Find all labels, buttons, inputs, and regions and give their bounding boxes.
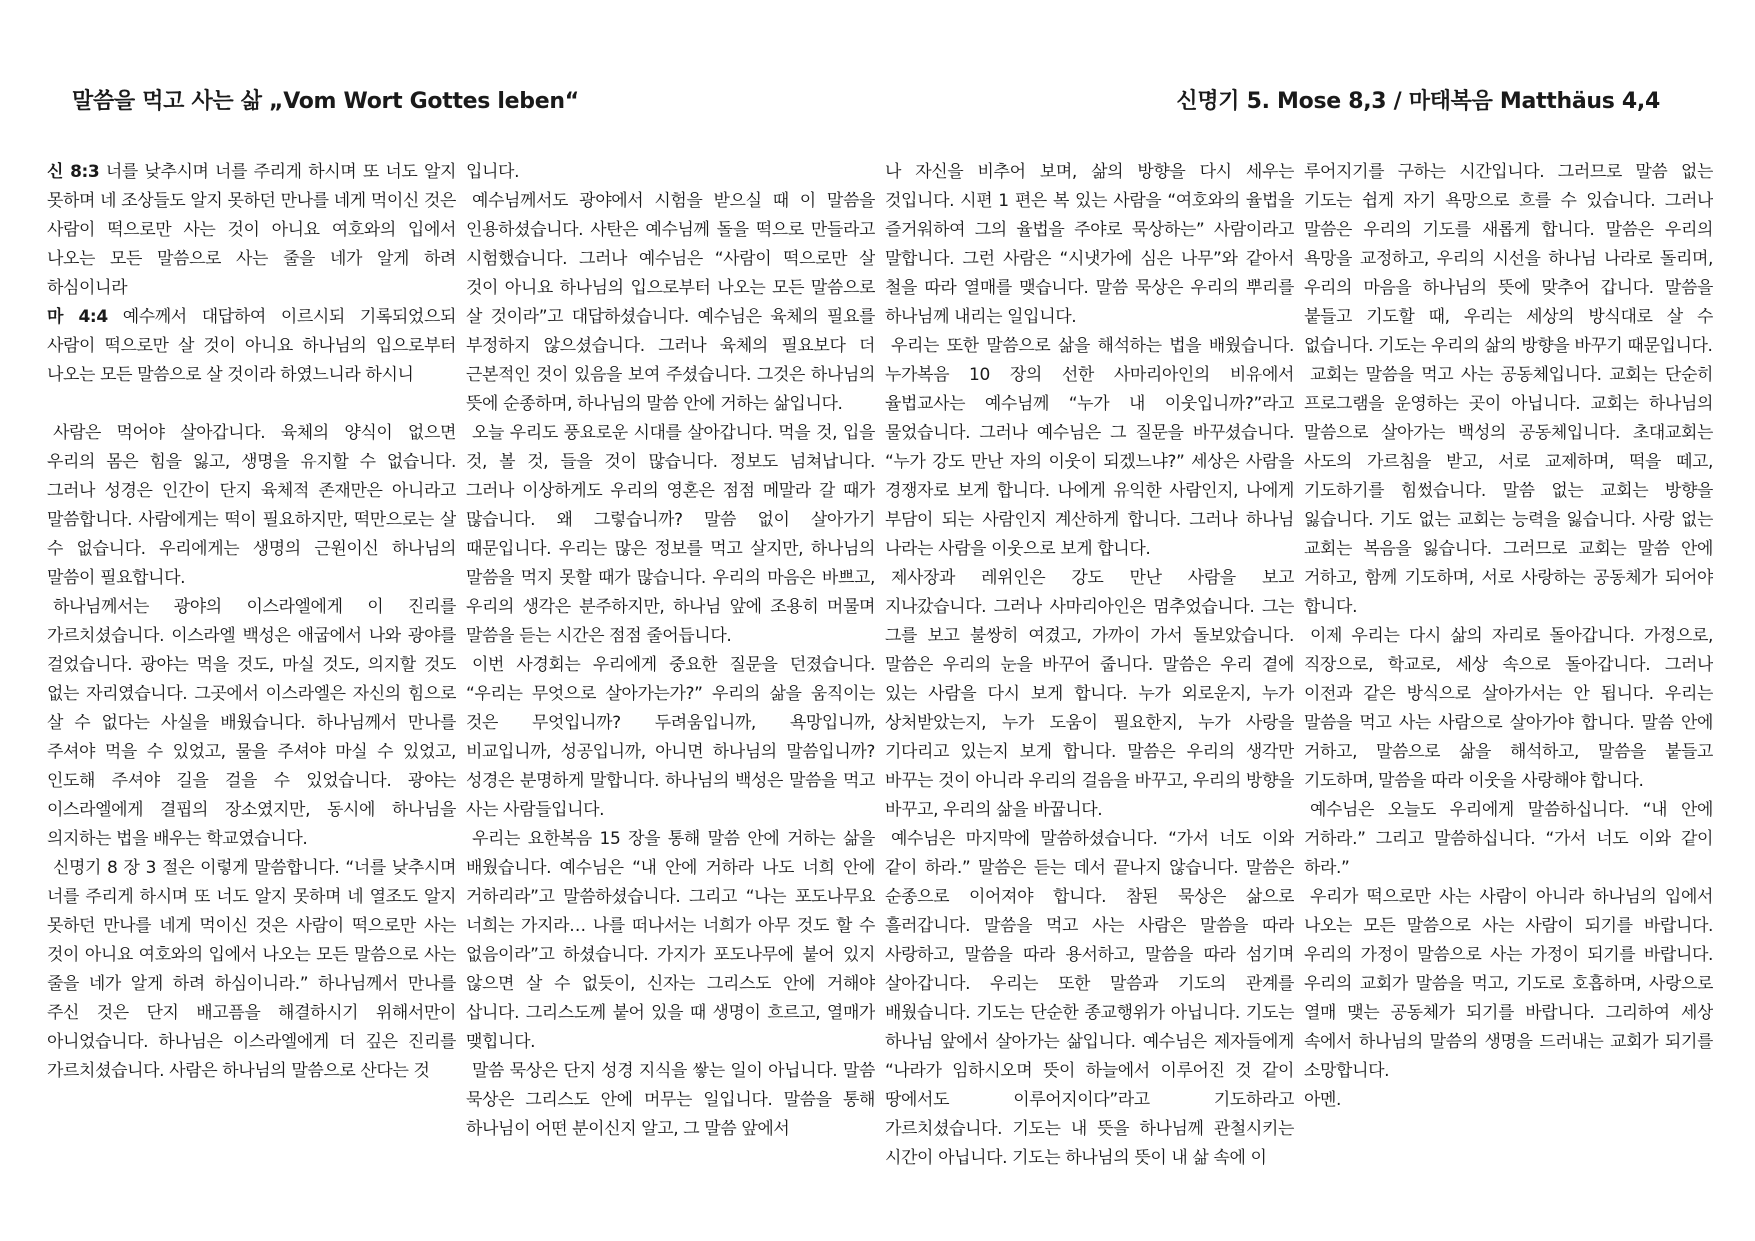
paragraph: 우리가 떡으로만 사는 사람이 아니라 하나님의 입에서 나오는 모든 말씀으로 사는 사람이 되기를 바랍니다. 우리의 가정이 말씀으로 사는 가정이 되기를 바랍니다. 우리의 교회가 말씀을 먹고, 기도로 호흡하며, 사랑으로 열매 맺는 공동체가 되기를 바랍니다. 그리하여 세상 속에서 하나님의 말씀의 생명을 드러내는 교회가 되기를 소망합니다. [1304, 887, 1713, 1081]
verse-text: 예수께서 대답하여 이르시되 기록되었으되 사람이 떡으로만 살 것이 아니요 하나님의 입으로부터 나오는 모든 말씀으로 살 것이라 하였느니라 하시니 [47, 307, 456, 385]
paragraph: 신명기 8 장 3 절은 이렇게 말씀합니다. “너를 낮추시며 너를 주리게 하시며 또 너도 알지 못하며 네 열조도 알지 못하던 만나를 네게 먹이신 것은 사람이 떡으로만 사는 것이 아니요 여호와의 입에서 나오는 모든 말씀으로 사는 줄을 네가 알게 하려 하심이니라.” 하나님께서 만나를 주신 것은 단지 배고픔을 해결하시기 위해서만이 아니었습니다. 하나님은 이스라엘에게 더 깊은 진리를 가르치셨습니다. 사람은 하나님의 말씀으로 산다는 것 [47, 858, 456, 1081]
column-2 [466, 158, 875, 1188]
scripture-reference: 신명기 5. Mose 8,3 / 마태복음 Matthäus 4,4 [1176, 88, 1660, 114]
paragraph: 오늘 우리도 풍요로운 시대를 살아갑니다. 먹을 것, 입을 것, 볼 것, 들을 것이 많습니다. 정보도 넘쳐납니다. 그러나 이상하게도 우리의 영혼은 점점 메말라 갈 때가 많습니다. 왜 그렇습니까? 말씀 없이 살아가기 때문입니다. 우리는 많은 정보를 먹고 살지만, 하나님의 말씀을 먹지 못할 때가 많습니다. 우리의 마음은 바쁘고, 우리의 생각은 분주하지만, 하나님 앞에 조용히 머물며 말씀을 듣는 시간은 점점 줄어듭니다. [466, 423, 875, 646]
document-header [72, 82, 1660, 116]
paragraph: 우리는 또한 말씀으로 삶을 해석하는 법을 배웠습니다. 누가복음 10 장의 선한 사마리아인의 비유에서 율법교사는 예수님께 “누가 내 이웃입니까?”라고 물었습니다. 그러나 예수님은 그 질문을 바꾸셨습니다. “누가 강도 만난 자의 이웃이 되겠느냐?” 세상은 사람을 경쟁자로 보게 합니다. 나에게 유익한 사람인지, 나에게 부담이 되는 사람인지 계산하게 합니다. 그러나 하나님 나라는 사람을 이웃으로 보게 합니다. [885, 336, 1294, 559]
sermon-title: 말씀을 먹고 사는 삶 „Vom Wort Gottes leben“ [72, 88, 579, 114]
paragraph: 예수님께서도 광야에서 시험을 받으실 때 이 말씀을 인용하셨습니다. 사탄은 예수님께 돌을 떡으로 만들라고 시험했습니다. 그러나 예수님은 “사람이 떡으로만 살 것이 아니요 하나님의 입으로부터 나오는 모든 말씀으로 살 것이라”고 대답하셨습니다. 예수님은 육체의 필요를 부정하지 않으셨습니다. 그러나 육체의 필요보다 더 근본적인 것이 있음을 보여 주셨습니다. 그것은 하나님의 뜻에 순종하며, 하나님의 말씀 안에 거하는 삶입니다. [466, 191, 875, 414]
verse-text: 너를 낮추시며 너를 주리게 하시며 또 너도 알지 못하며 네 조상들도 알지 못하던 만나를 네게 먹이신 것은 사람이 떡으로만 사는 것이 아니요 여호와의 입에서 나오는 모든 말씀으로 사는 줄을 네가 알게 하려 하심이니라 [47, 162, 456, 298]
column-1 [47, 158, 456, 1188]
verse-matthew [47, 303, 456, 390]
paragraph: 예수님은 마지막에 말씀하셨습니다. “가서 너도 이와 같이 하라.” 말씀은 듣는 데서 끝나지 않습니다. 말씀은 순종으로 이어져야 합니다. 참된 묵상은 삶으로 흘러갑니다. 말씀을 먹고 사는 사람은 말씀을 따라 사랑하고, 말씀을 따라 용서하고, 말씀을 따라 섬기며 살아갑니다. 우리는 또한 말씀과 기도의 관계를 배웠습니다. 기도는 단순한 종교행위가 아닙니다. 기도는 하나님 앞에서 살아가는 삶입니다. 예수님은 제자들에게 “나라가 임하시오며 뜻이 하늘에서 이루어진 것 같이 땅에서도 이루어지이다”라고 기도하라고 가르치셨습니다. 기도는 내 뜻을 하나님께 관철시키는 시간이 아닙니다. 기도는 하나님의 뜻이 내 삶 속에 이 [885, 829, 1294, 1168]
verse-ref: 신 8:3 [47, 162, 100, 182]
paragraph: 루어지기를 구하는 시간입니다. 그러므로 말씀 없는 기도는 쉽게 자기 욕망으로 흐를 수 있습니다. 그러나 말씀은 우리의 기도를 새롭게 합니다. 말씀은 우리의 욕망을 교정하고, 우리의 시선을 하나님 나라로 돌리며, 우리의 마음을 하나님의 뜻에 맞추어 갑니다. 말씀을 붙들고 기도할 때, 우리는 세상의 방식대로 살 수 없습니다. 기도는 우리의 삶의 방향을 바꾸기 때문입니다. [1304, 162, 1713, 356]
paragraph: 이제 우리는 다시 삶의 자리로 돌아갑니다. 가정으로, 직장으로, 학교로, 세상 속으로 돌아갑니다. 그러나 이전과 같은 방식으로 살아가서는 안 됩니다. 우리는 말씀을 먹고 사는 사람으로 살아가야 합니다. 말씀 안에 거하고, 말씀으로 삶을 해석하고, 말씀을 붙들고 기도하며, 말씀을 따라 이웃을 사랑해야 합니다. [1304, 626, 1713, 791]
paragraph: 이번 사경회는 우리에게 중요한 질문을 던졌습니다. “우리는 무엇으로 살아가는가?” 우리의 삶을 움직이는 것은 무엇입니까? 두려움입니까, 욕망입니까, 비교입니까, 성공입니까, 아니면 하나님의 말씀입니까? 성경은 분명하게 말합니다. 하나님의 백성은 말씀을 먹고 사는 사람들입니다. [466, 655, 875, 820]
paragraph: 교회는 말씀을 먹고 사는 공동체입니다. 교회는 단순히 프로그램을 운영하는 곳이 아닙니다. 교회는 하나님의 말씀으로 살아가는 백성의 공동체입니다. 초대교회는 사도의 가르침을 받고, 서로 교제하며, 떡을 떼고, 기도하기를 힘썼습니다. 말씀 없는 교회는 방향을 잃습니다. 기도 없는 교회는 능력을 잃습니다. 사랑 없는 교회는 복음을 잃습니다. 그러므로 교회는 말씀 안에 거하고, 함께 기도하며, 서로 사랑하는 공동체가 되어야 합니다. [1304, 365, 1713, 617]
closing-amen: 아멘. [1304, 1090, 1342, 1110]
text-columns [47, 158, 1713, 1188]
paragraph-spacer [47, 390, 456, 419]
paragraph: 하나님께서는 광야의 이스라엘에게 이 진리를 가르치셨습니다. 이스라엘 백성은 애굽에서 나와 광야를 걸었습니다. 광야는 먹을 것도, 마실 것도, 의지할 것도 없는 자리였습니다. 그곳에서 이스라엘은 자신의 힘으로 살 수 없다는 사실을 배웠습니다. 하나님께서 만나를 주셔야 먹을 수 있었고, 물을 주셔야 마실 수 있었고, 인도해 주셔야 길을 걸을 수 있었습니다. 광야는 이스라엘에게 결핍의 장소였지만, 동시에 하나님을 의지하는 법을 배우는 학교였습니다. [47, 597, 456, 849]
verse-deuteronomy [47, 158, 456, 303]
verse-ref: 마 4:4 [47, 307, 108, 327]
paragraph: 사람은 먹어야 살아갑니다. 육체의 양식이 없으면 우리의 몸은 힘을 잃고, 생명을 유지할 수 없습니다. 그러나 성경은 인간이 단지 육체적 존재만은 아니라고 말씀합니다. 사람에게는 떡이 필요하지만, 떡만으로는 살 수 없습니다. 우리에게는 생명의 근원이신 하나님의 말씀이 필요합니다. [47, 423, 456, 588]
paragraph: 입니다. [466, 162, 520, 182]
paragraph: 말씀 묵상은 단지 성경 지식을 쌓는 일이 아닙니다. 말씀 묵상은 그리스도 안에 머무는 일입니다. 말씀을 통해 하나님이 어떤 분이신지 알고, 그 말씀 앞에서 [466, 1061, 875, 1139]
paragraph: 나 자신을 비추어 보며, 삶의 방향을 다시 세우는 것입니다. 시편 1 편은 복 있는 사람을 “여호와의 율법을 즐거워하여 그의 율법을 주야로 묵상하는” 사람이라고 말합니다. 그런 사람은 “시냇가에 심은 나무”와 같아서 철을 따라 열매를 맺습니다. 말씀 묵상은 우리의 뿌리를 하나님께 내리는 일입니다. [885, 162, 1294, 327]
paragraph: 제사장과 레위인은 강도 만난 사람을 보고 지나갔습니다. 그러나 사마리아인은 멈추었습니다. 그는 그를 보고 불쌍히 여겼고, 가까이 가서 돌보았습니다. 말씀은 우리의 눈을 바꾸어 줍니다. 말씀은 우리 곁에 있는 사람을 다시 보게 합니다. 누가 외로운지, 누가 상처받았는지, 누가 도움이 필요한지, 누가 사랑을 기다리고 있는지 보게 합니다. 말씀은 우리의 생각만 바꾸는 것이 아니라 우리의 걸음을 바꾸고, 우리의 방향을 바꾸고, 우리의 삶을 바꿉니다. [885, 568, 1294, 820]
paragraph: 예수님은 오늘도 우리에게 말씀하십니다. “내 안에 거하라.” 그리고 말씀하십니다. “가서 너도 이와 같이 하라.” [1304, 800, 1713, 878]
paragraph: 우리는 요한복음 15 장을 통해 말씀 안에 거하는 삶을 배웠습니다. 예수님은 “내 안에 거하라 나도 너희 안에 거하리라”고 말씀하셨습니다. 그리고 “나는 포도나무요 너희는 가지라… 나를 떠나서는 너희가 아무 것도 할 수 없음이라”고 하셨습니다. 가지가 포도나무에 붙어 있지 않으면 살 수 없듯이, 신자는 그리스도 안에 거해야 삽니다. 그리스도께 붙어 있을 때 생명이 흐르고, 열매가 맺힙니다. [466, 829, 875, 1052]
column-3 [885, 158, 1294, 1188]
column-4 [1304, 158, 1713, 1188]
